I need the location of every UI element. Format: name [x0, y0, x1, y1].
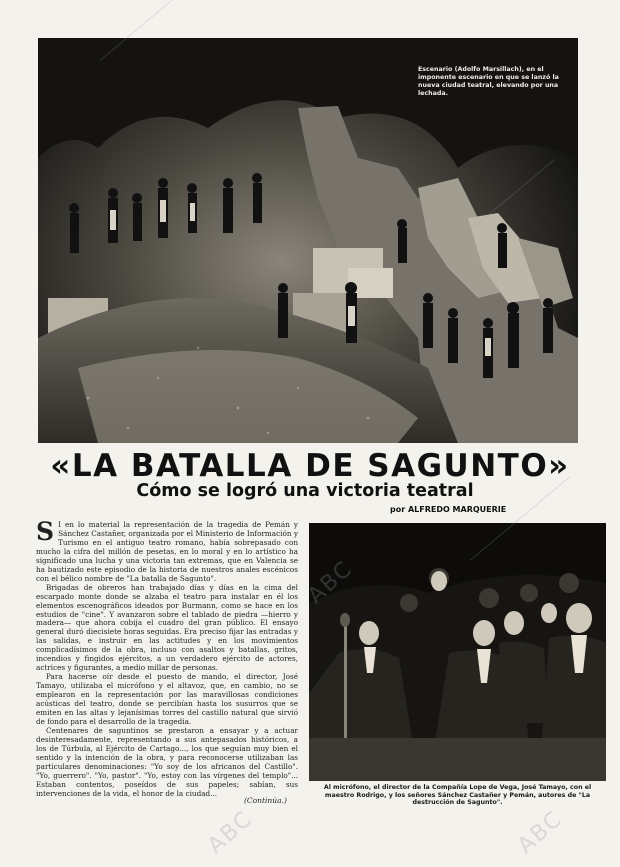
continued-note: (Continúa.) [244, 796, 287, 805]
dropcap: S [36, 521, 55, 546]
article-headline: «LA BATALLA DE SAGUNTO» [50, 448, 570, 484]
bottom-photo-caption: Al micrófono, el director de la Compañía Lope de Vega, José Tamayo, con el maestro Rodrigo, y los señores Sánchez Castañer y Pemán, autores de "La destrucción de Sagunto". [323, 784, 592, 807]
top-photo-caption: Escenario (Adolfo Marsillach), en el imponente escenario en que se lanzó la nueva ciudad teatral, elevando por una lechada. [418, 66, 559, 97]
paragraph: Para hacerse oír desde el puesto de mando, el director, José Tamayo, utilizaba el micrófono y el altavoz, que, en cambio, no se emplearon en la representación por las maravillosas condiciones acústicas del teatro, donde se percibían hasta los susurros que se emiten en las altas y lejanísimas torres del castillo natural que sirvió de fondo para el desarrollo de la tragedia. [36, 672, 298, 726]
director-audience-illustration [309, 523, 606, 781]
top-photo [38, 38, 578, 443]
watermark: ABC [203, 806, 258, 859]
watermark: ABC [513, 806, 568, 859]
bottom-photo [309, 523, 606, 781]
article-subheadline: Cómo se logró una victoria teatral [136, 481, 474, 501]
paragraph: Centenares de saguntinos se prestaron a ensayar y a actuar desinteresadamente, representando a sus antepasados históricos, a los de Túrbula, al Ejército de Cartago..., los que seguían muy bien el sentido y la intención de la obra, y para reconocerse utilizaban las particulares denominaciones: "Yo soy de los africanos del Castillo". "Yo, guerrero". "Yo, pastor". "Yo, estoy con las vírgenes del templo"... Estaban contentos, poseídos de sus papeles; sabían, sus intervenciones de la vida, el honor de la ciudad... [36, 725, 298, 798]
theatre-scene-illustration [38, 38, 578, 443]
article-body [36, 521, 298, 806]
watermark: ABC [303, 556, 358, 609]
paragraph-text: I en lo material la representación de la tragedia de Pemán y Sánchez Castañer, organizada por el Ministerio de Información y Turismo en el antiguo teatro romano, había sobrepasado con mucho la cifra del millón de pesetas, en lo moral y en lo artístico ha significado una lucha y una victoria tan extremas, que en Valencia se ha bautizado este episodio de la historia de nuestros anales escénicos con el bélico nombre de "La batalla de Sagunto". [36, 521, 298, 583]
byline: por ALFREDO MARQUERIE [390, 505, 507, 514]
paragraph [36, 521, 298, 584]
paragraph: Brigadas de obreros han trabajado días y días en la cima del escarpado monte donde se alzaba el teatro para instalar en él los elementos escenográficos ideados por Burmann, como se hace en los estudios de "cine". Y avanzaron sobre el tablado de piedra —hierro y madera— que ahora cobija el cuadro del gran público. El ensayo general duró diecisiete horas seguidas. Era preciso fijar las entradas y las salidas, e instruir en las actitudes y en los movimientos complicadísimos de la obra, incluso con asaltos y batallas, gritos, incendios y fingidos ejércitos, a un verdadero ejército de actores, actrices y figurantes, a medio millar de personas. [36, 582, 298, 673]
